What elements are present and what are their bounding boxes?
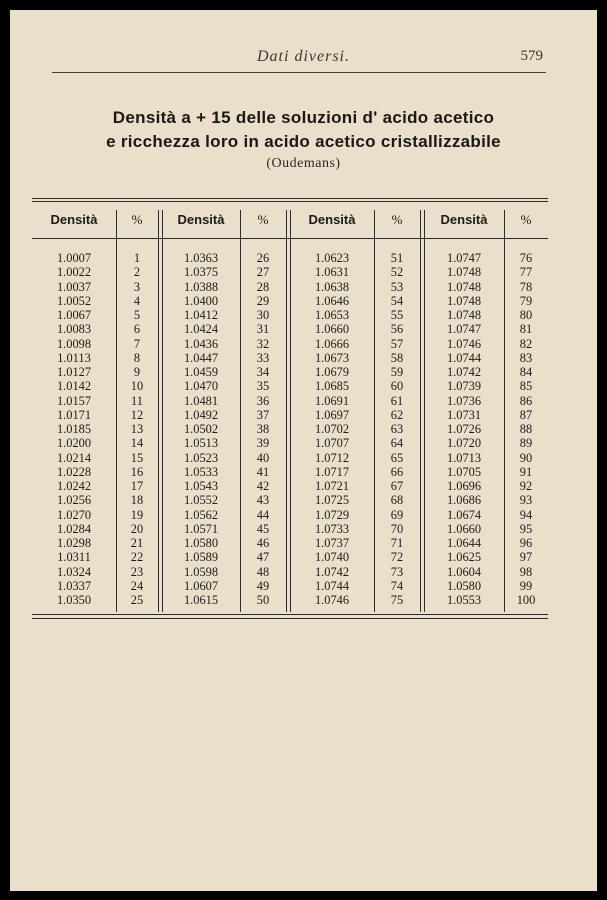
density-cell: 1.0644 bbox=[446, 536, 482, 550]
percent-cell: 42 bbox=[256, 479, 270, 493]
density-cell: 1.0580 bbox=[183, 536, 219, 550]
percent-cell: 69 bbox=[390, 507, 404, 522]
density-cell: 1.0737 bbox=[314, 536, 350, 550]
percent-column-header: % bbox=[391, 212, 403, 227]
density-cell: 1.0037 bbox=[56, 279, 92, 294]
density-cell: 1.0589 bbox=[183, 550, 219, 565]
density-cell: 1.0481 bbox=[183, 393, 219, 408]
percent-cell: 96 bbox=[519, 536, 533, 550]
density-cell: 1.0436 bbox=[183, 336, 219, 351]
density-cell: 1.0705 bbox=[446, 464, 482, 479]
percent-cell: 21 bbox=[130, 536, 144, 550]
table-top-rule-double bbox=[32, 201, 548, 202]
density-cell: 1.0098 bbox=[56, 336, 92, 351]
density-cell: 1.0685 bbox=[314, 379, 350, 394]
percent-cell: 79 bbox=[519, 293, 533, 308]
percent-cell: 86 bbox=[519, 393, 533, 408]
percent-cell: 59 bbox=[390, 365, 404, 379]
density-column-header: Densità bbox=[440, 212, 488, 227]
density-cell: 1.0543 bbox=[183, 479, 219, 493]
density-table bbox=[32, 198, 548, 628]
density-cell: 1.0533 bbox=[183, 464, 219, 479]
density-cell: 1.0666 bbox=[314, 336, 350, 351]
density-cell: 1.0553 bbox=[446, 593, 482, 607]
density-cell: 1.0171 bbox=[56, 407, 92, 422]
percent-cell: 1 bbox=[133, 251, 141, 265]
percent-cell: 55 bbox=[390, 308, 404, 322]
density-cell: 1.0736 bbox=[446, 393, 482, 408]
percent-cell: 17 bbox=[130, 479, 144, 493]
table-title-line-2: e ricchezza loro in acido acetico cristallizzabile bbox=[106, 132, 501, 151]
density-cell: 1.0228 bbox=[56, 464, 92, 479]
percent-column bbox=[374, 251, 420, 607]
density-cell: 1.0691 bbox=[314, 393, 350, 408]
percent-cell: 43 bbox=[256, 493, 270, 508]
percent-cell: 44 bbox=[256, 507, 270, 522]
density-cell: 1.0256 bbox=[56, 493, 92, 508]
density-cell: 1.0270 bbox=[56, 507, 92, 522]
percent-cell: 24 bbox=[130, 578, 144, 593]
percent-cell: 7 bbox=[133, 336, 141, 351]
density-cell: 1.0052 bbox=[56, 293, 92, 308]
density-cell: 1.0646 bbox=[314, 293, 350, 308]
density-cell: 1.0744 bbox=[446, 350, 482, 365]
book-page bbox=[10, 10, 597, 891]
percent-cell: 13 bbox=[130, 422, 144, 436]
density-cell: 1.0459 bbox=[183, 365, 219, 379]
density-cell: 1.0513 bbox=[183, 436, 219, 451]
percent-cell: 74 bbox=[390, 578, 404, 593]
density-cell: 1.0660 bbox=[446, 521, 482, 536]
percent-cell: 71 bbox=[390, 536, 404, 550]
density-cell: 1.0696 bbox=[446, 479, 482, 493]
density-cell: 1.0298 bbox=[56, 536, 92, 550]
percent-cell: 98 bbox=[519, 564, 533, 579]
density-cell: 1.0007 bbox=[56, 251, 92, 265]
percent-cell: 89 bbox=[519, 436, 533, 451]
table-subtitle: (Oudemans) bbox=[266, 156, 341, 171]
percent-cell: 38 bbox=[256, 422, 270, 436]
percent-column bbox=[504, 251, 548, 607]
density-cell: 1.0717 bbox=[314, 464, 350, 479]
density-cell: 1.0424 bbox=[183, 322, 219, 337]
density-column bbox=[290, 251, 374, 607]
percent-cell: 28 bbox=[256, 279, 270, 294]
percent-cell: 56 bbox=[390, 322, 404, 337]
percent-cell: 9 bbox=[133, 365, 141, 379]
density-cell: 1.0571 bbox=[183, 521, 219, 536]
column-divider bbox=[286, 210, 287, 612]
page-number: 579 bbox=[520, 48, 543, 64]
table-top-rule bbox=[32, 198, 548, 199]
percent-cell: 11 bbox=[131, 393, 143, 408]
percent-cell: 64 bbox=[390, 436, 404, 451]
density-cell: 1.0674 bbox=[446, 507, 482, 522]
density-cell: 1.0157 bbox=[56, 393, 92, 408]
density-cell: 1.0748 bbox=[446, 265, 482, 280]
density-cell: 1.0598 bbox=[183, 564, 219, 579]
density-cell: 1.0562 bbox=[183, 507, 219, 522]
percent-cell: 22 bbox=[130, 550, 144, 565]
percent-cell: 95 bbox=[519, 521, 533, 536]
density-cell: 1.0721 bbox=[314, 479, 350, 493]
density-cell: 1.0744 bbox=[314, 578, 350, 593]
density-cell: 1.0638 bbox=[314, 279, 350, 294]
percent-cell: 51 bbox=[390, 251, 404, 265]
percent-cell: 37 bbox=[256, 407, 270, 422]
percent-cell: 54 bbox=[390, 293, 404, 308]
percent-cell: 2 bbox=[133, 265, 141, 280]
density-cell: 1.0739 bbox=[446, 379, 482, 394]
percent-cell: 41 bbox=[256, 464, 270, 479]
density-cell: 1.0337 bbox=[56, 578, 92, 593]
percent-cell: 92 bbox=[519, 479, 533, 493]
percent-cell: 15 bbox=[130, 450, 144, 465]
header-rule bbox=[52, 72, 546, 73]
percent-column-header: % bbox=[520, 212, 532, 227]
density-cell: 1.0470 bbox=[183, 379, 219, 394]
density-cell: 1.0720 bbox=[446, 436, 482, 451]
percent-cell: 88 bbox=[519, 422, 533, 436]
percent-cell: 36 bbox=[256, 393, 270, 408]
density-cell: 1.0142 bbox=[56, 379, 92, 394]
percent-cell: 46 bbox=[256, 536, 270, 550]
percent-cell: 73 bbox=[390, 564, 404, 579]
density-cell: 1.0447 bbox=[183, 350, 219, 365]
percent-cell: 27 bbox=[256, 265, 270, 280]
density-cell: 1.0113 bbox=[57, 350, 91, 365]
percent-cell: 93 bbox=[519, 493, 533, 508]
percent-cell: 100 bbox=[516, 593, 536, 607]
percent-cell: 39 bbox=[256, 436, 270, 451]
percent-column-header: % bbox=[257, 212, 269, 227]
percent-cell: 12 bbox=[130, 407, 144, 422]
running-head bbox=[10, 46, 597, 72]
percent-cell: 48 bbox=[256, 564, 270, 579]
density-cell: 1.0324 bbox=[56, 564, 92, 579]
density-cell: 1.0679 bbox=[314, 365, 350, 379]
density-cell: 1.0733 bbox=[314, 521, 350, 536]
density-cell: 1.0740 bbox=[314, 550, 350, 565]
table-title-block bbox=[10, 106, 597, 174]
percent-cell: 78 bbox=[519, 279, 533, 294]
density-cell: 1.0653 bbox=[314, 308, 350, 322]
density-cell: 1.0552 bbox=[183, 493, 219, 508]
percent-cell: 6 bbox=[133, 322, 141, 337]
density-cell: 1.0604 bbox=[446, 564, 482, 579]
percent-cell: 94 bbox=[519, 507, 533, 522]
density-cell: 1.0686 bbox=[446, 493, 482, 508]
density-column bbox=[32, 251, 116, 607]
percent-cell: 5 bbox=[133, 308, 141, 322]
density-cell: 1.0127 bbox=[56, 365, 92, 379]
percent-cell: 62 bbox=[390, 407, 404, 422]
density-cell: 1.0388 bbox=[183, 279, 219, 294]
density-cell: 1.0625 bbox=[446, 550, 482, 565]
percent-cell: 10 bbox=[130, 379, 144, 394]
percent-cell: 77 bbox=[519, 265, 533, 280]
density-cell: 1.0747 bbox=[446, 322, 482, 337]
density-cell: 1.0742 bbox=[446, 365, 482, 379]
percent-cell: 40 bbox=[256, 450, 270, 465]
percent-cell: 63 bbox=[390, 422, 404, 436]
density-cell: 1.0607 bbox=[183, 578, 219, 593]
table-bottom-rule-double bbox=[32, 618, 548, 619]
density-column bbox=[424, 251, 504, 607]
percent-cell: 65 bbox=[390, 450, 404, 465]
percent-cell: 53 bbox=[390, 279, 404, 294]
percent-cell: 72 bbox=[390, 550, 404, 565]
percent-cell: 19 bbox=[130, 507, 144, 522]
percent-cell: 16 bbox=[130, 464, 144, 479]
percent-cell: 30 bbox=[256, 308, 270, 322]
percent-cell: 49 bbox=[256, 578, 270, 593]
table-title-line-1: Densità a + 15 delle soluzioni d' acido acetico bbox=[112, 108, 495, 127]
density-cell: 1.0523 bbox=[183, 450, 219, 465]
density-cell: 1.0748 bbox=[446, 308, 482, 322]
density-cell: 1.0660 bbox=[314, 322, 350, 337]
percent-cell: 60 bbox=[390, 379, 404, 394]
density-cell: 1.0284 bbox=[56, 521, 92, 536]
density-cell: 1.0185 bbox=[56, 422, 92, 436]
percent-cell: 57 bbox=[390, 336, 404, 351]
percent-cell: 8 bbox=[133, 350, 141, 365]
density-cell: 1.0712 bbox=[314, 450, 350, 465]
density-cell: 1.0400 bbox=[183, 293, 219, 308]
percent-cell: 31 bbox=[256, 322, 270, 337]
percent-cell: 83 bbox=[519, 350, 533, 365]
density-cell: 1.0311 bbox=[57, 550, 91, 565]
density-cell: 1.0580 bbox=[446, 578, 482, 593]
percent-cell: 99 bbox=[519, 578, 533, 593]
percent-cell: 80 bbox=[519, 308, 533, 322]
percent-cell: 50 bbox=[256, 593, 270, 607]
density-cell: 1.0729 bbox=[314, 507, 350, 522]
percent-cell: 25 bbox=[130, 593, 144, 607]
percent-cell: 81 bbox=[519, 322, 533, 337]
density-cell: 1.0242 bbox=[56, 479, 92, 493]
density-cell: 1.0631 bbox=[314, 265, 350, 280]
percent-cell: 45 bbox=[256, 521, 270, 536]
percent-cell: 90 bbox=[519, 450, 533, 465]
density-cell: 1.0747 bbox=[446, 251, 482, 265]
percent-column bbox=[240, 251, 286, 607]
density-cell: 1.0673 bbox=[314, 350, 350, 365]
density-cell: 1.0742 bbox=[314, 564, 350, 579]
percent-cell: 34 bbox=[256, 365, 270, 379]
density-cell: 1.0713 bbox=[446, 450, 482, 465]
percent-cell: 26 bbox=[256, 251, 270, 265]
density-cell: 1.0615 bbox=[183, 593, 219, 607]
running-title: Dati diversi. bbox=[257, 48, 350, 65]
percent-cell: 82 bbox=[519, 336, 533, 351]
percent-cell: 33 bbox=[256, 350, 270, 365]
percent-column-header: % bbox=[131, 212, 143, 227]
percent-cell: 4 bbox=[133, 293, 141, 308]
percent-cell: 91 bbox=[519, 464, 533, 479]
density-cell: 1.0746 bbox=[446, 336, 482, 351]
percent-cell: 14 bbox=[130, 436, 144, 451]
percent-cell: 85 bbox=[519, 379, 533, 394]
percent-cell: 32 bbox=[256, 336, 270, 351]
density-column bbox=[162, 251, 240, 607]
percent-column bbox=[116, 251, 158, 607]
density-cell: 1.0748 bbox=[446, 279, 482, 294]
density-column-header: Densità bbox=[177, 212, 225, 227]
density-cell: 1.0067 bbox=[56, 308, 92, 322]
percent-cell: 52 bbox=[390, 265, 404, 280]
density-cell: 1.0623 bbox=[314, 251, 350, 265]
density-cell: 1.0731 bbox=[446, 407, 482, 422]
percent-cell: 23 bbox=[130, 564, 144, 579]
percent-cell: 18 bbox=[130, 493, 144, 508]
percent-cell: 20 bbox=[130, 521, 144, 536]
percent-cell: 76 bbox=[519, 251, 533, 265]
percent-cell: 70 bbox=[390, 521, 404, 536]
percent-cell: 84 bbox=[519, 365, 533, 379]
percent-cell: 3 bbox=[133, 279, 141, 294]
percent-cell: 87 bbox=[519, 407, 533, 422]
density-cell: 1.0492 bbox=[183, 407, 219, 422]
percent-cell: 35 bbox=[256, 379, 270, 394]
density-cell: 1.0363 bbox=[183, 251, 219, 265]
percent-cell: 66 bbox=[390, 464, 404, 479]
density-cell: 1.0502 bbox=[183, 422, 219, 436]
density-cell: 1.0725 bbox=[314, 493, 350, 508]
density-cell: 1.0022 bbox=[56, 265, 92, 280]
table-bottom-rule bbox=[32, 614, 548, 615]
percent-cell: 75 bbox=[390, 593, 404, 607]
density-cell: 1.0726 bbox=[446, 422, 482, 436]
density-cell: 1.0214 bbox=[56, 450, 92, 465]
density-cell: 1.0083 bbox=[56, 322, 92, 337]
percent-cell: 47 bbox=[256, 550, 270, 565]
density-column-header: Densità bbox=[50, 212, 98, 227]
density-cell: 1.0702 bbox=[314, 422, 350, 436]
density-cell: 1.0707 bbox=[314, 436, 350, 451]
density-cell: 1.0746 bbox=[314, 593, 350, 607]
density-cell: 1.0697 bbox=[314, 407, 350, 422]
percent-cell: 61 bbox=[390, 393, 404, 408]
percent-cell: 68 bbox=[390, 493, 404, 508]
density-cell: 1.0748 bbox=[446, 293, 482, 308]
percent-cell: 67 bbox=[390, 479, 404, 493]
column-divider bbox=[158, 210, 159, 612]
percent-cell: 97 bbox=[519, 550, 533, 565]
density-cell: 1.0350 bbox=[56, 593, 92, 607]
density-cell: 1.0375 bbox=[183, 265, 219, 280]
density-cell: 1.0200 bbox=[56, 436, 92, 451]
density-column-header: Densità bbox=[308, 212, 356, 227]
column-divider bbox=[420, 210, 421, 612]
percent-cell: 58 bbox=[390, 350, 404, 365]
density-cell: 1.0412 bbox=[183, 308, 219, 322]
percent-cell: 29 bbox=[256, 293, 270, 308]
